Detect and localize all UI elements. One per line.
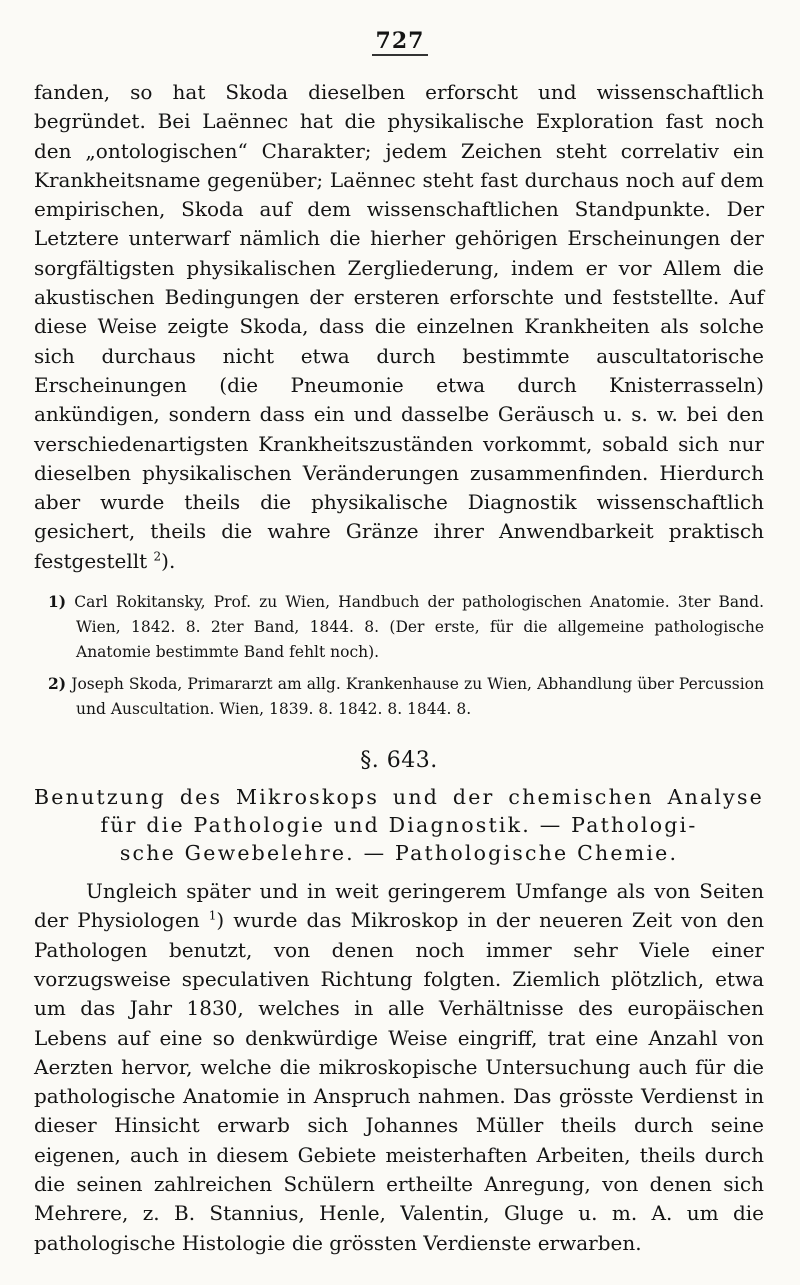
footnote-1: 1) Carl Rokitansky, Prof. zu Wien, Handbuch der pathologischen Anatomie. 3ter Band. Wien, 1842. 8. 2ter Band, 1844. 8. (Der erste, für die allgemeine pathologische Anatomie bestimmte Band fehlt noch). (48, 592, 764, 662)
footnote-ref: 1 (208, 908, 217, 923)
body-text (34, 78, 764, 1258)
footnote-2: 2) Joseph Skoda, Primararzt am allg. Krankenhause zu Wien, Abhandlung über Percussion und Auscultation. Wien, 1839. 8. 1842. 8. 1844. 8. (48, 674, 765, 719)
paragraph-1: fanden, so hat Skoda dieselben erforscht und wissenschaftlich begründet. Bei Laënnec hat die physikalische Exploration fast noch den „ontologischen“ Charakter; jedem Zeichen steht correlativ ein Krankheitsname gegenüber; Laënnec steht fast durchaus noch auf dem empirischen, Skoda auf dem wissenschaftlichen Standpunkte. Der Letztere unterwarf nämlich die hierher gehörigen Erscheinungen der sorgfältigsten physikalischen Zergliederung, indem er vor Allem die akustischen Bedingungen der ersteren erforschte und feststellte. Auf diese Weise zeigte Skoda, dass die einzelnen Krankheiten als solche sich durchaus nicht etwa durch bestimmte auscultatorische Erscheinungen (die Pneumonie etwa durch Knisterrasseln) ankündigen, sondern dass ein und dasselbe Geräusch u. s. w. bei den verschiedenartigsten Krankheitszuständen vorkommt, sobald sich nur dieselben physikalischen Veränderungen zusammenfinden. Hierdurch aber wurde theils die physikalische Diagnostik wissenschaftlich gesichert, theils die wahre Gränze ihrer Anwendbarkeit praktisch festgestellt $^2$). (34, 80, 764, 573)
paragraph-2: Ungleich später und in weit geringerem Umfange als von Seiten der Physiologen $^1$) wurde das Mikroskop in der neueren Zeit von den Pathologen benutzt, von denen noch immer sehr Viele einer vorzugsweise speculativen Richtung folgten. Ziemlich plötzlich, etwa um das Jahr 1830, welches in alle Verhältnisse des europäischen Lebens auf eine so denkwürdige Weise eingriff, trat eine Anzahl von Aerzten hervor, welche die mikroskopische Untersuchung auch für die pathologische Anatomie in Anspruch nahmen. Das grösste Verdienst in dieser Hinsicht erwarb sich Johannes Müller theils durch seine eigenen, auch in diesem Gebiete meisterhaften Arbeiten, theils durch die seinen zahlreichen Schülern ertheilte Anregung, von denen sich Mehrere, z. B. Stannius, Henle, Valentin, Gluge u. m. A. um die pathologische Histologie die grössten Verdienste erwarben. (34, 879, 765, 1255)
footnotes (34, 589, 764, 722)
section-number: §. 643. (360, 748, 438, 774)
section-heading-line-1: Benutzung des Mikroskops und der chemischen Analyse für die Pathologie und Diagnostik. — Pathologi- (34, 785, 764, 838)
page-number: 727 (0, 28, 800, 54)
footnote-ref: 2 (153, 549, 162, 564)
section-heading-line-2: sche Gewebelehre. — Pathologische Chemie. (119, 841, 679, 866)
